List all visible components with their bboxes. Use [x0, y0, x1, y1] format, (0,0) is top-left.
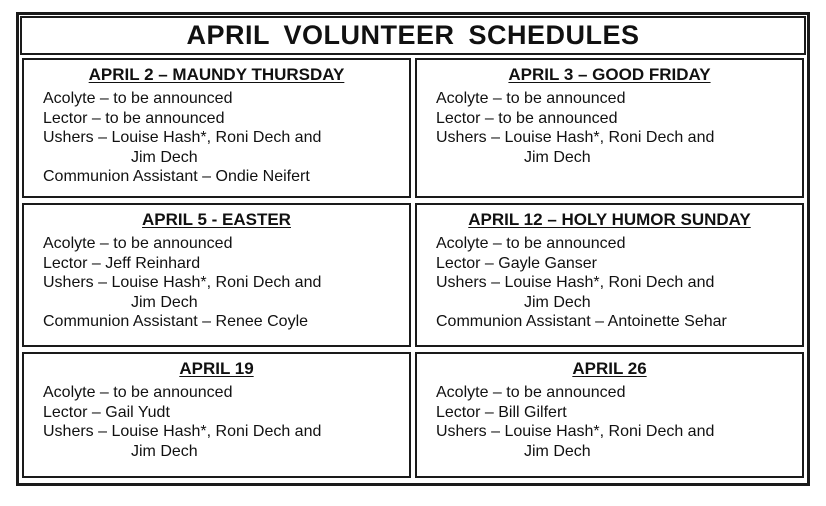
acolyte-line: Acolyte – to be announced [436, 384, 626, 401]
ushers-continuation-line: Jim Dech [524, 442, 591, 460]
ushers-continuation-line: Jim Dech [131, 148, 198, 166]
schedule-heading: APRIL 19 [179, 359, 254, 378]
lector-line: Lector – Bill Gilfert [436, 403, 567, 421]
schedule-heading: APRIL 12 – HOLY HUMOR SUNDAY [468, 210, 751, 229]
lector-line: Lector – Gail Yudt [43, 403, 170, 421]
page-title: APRIL VOLUNTEER SCHEDULES [186, 20, 640, 50]
ushers-continuation-line: Jim Dech [131, 293, 198, 311]
title-box [20, 16, 806, 55]
ushers-continuation-line: Jim Dech [524, 293, 591, 311]
ushers-line: Ushers – Louise Hash*, Roni Dech and [43, 129, 322, 146]
schedule-cell-april-2 [22, 58, 411, 198]
communion-assistant-line: Communion Assistant – Antoinette Sehar [436, 313, 727, 330]
schedule-cell-april-26 [415, 352, 804, 478]
schedule-heading: APRIL 3 – GOOD FRIDAY [508, 65, 711, 84]
lector-line: Lector – to be announced [43, 109, 225, 127]
schedule-cell-april-19 [22, 352, 411, 478]
ushers-line: Ushers – Louise Hash*, Roni Dech and [43, 423, 322, 440]
ushers-continuation-line: Jim Dech [131, 442, 198, 460]
lector-line: Lector – to be announced [436, 109, 618, 127]
schedule-cell-april-3 [415, 58, 804, 198]
ushers-line: Ushers – Louise Hash*, Roni Dech and [43, 274, 322, 291]
lector-line: Lector – Gayle Ganser [436, 254, 597, 272]
acolyte-line: Acolyte – to be announced [43, 384, 233, 401]
acolyte-line: Acolyte – to be announced [436, 235, 626, 252]
schedule-heading: APRIL 26 [572, 359, 647, 378]
schedule-heading: APRIL 5 - EASTER [142, 210, 291, 229]
ushers-continuation-line: Jim Dech [524, 148, 591, 166]
ushers-line: Ushers – Louise Hash*, Roni Dech and [436, 274, 715, 291]
communion-assistant-line: Communion Assistant – Ondie Neifert [43, 168, 310, 185]
acolyte-line: Acolyte – to be announced [43, 90, 233, 107]
schedule-cell-april-5 [22, 203, 411, 347]
ushers-line: Ushers – Louise Hash*, Roni Dech and [436, 129, 715, 146]
communion-assistant-line: Communion Assistant – Renee Coyle [43, 313, 309, 330]
lector-line: Lector – Jeff Reinhard [43, 254, 201, 272]
acolyte-line: Acolyte – to be announced [43, 235, 233, 252]
ushers-line: Ushers – Louise Hash*, Roni Dech and [436, 423, 715, 440]
schedule-heading: APRIL 2 – MAUNDY THURSDAY [88, 65, 345, 84]
acolyte-line: Acolyte – to be announced [436, 90, 626, 107]
schedule-cell-april-12 [415, 203, 804, 347]
